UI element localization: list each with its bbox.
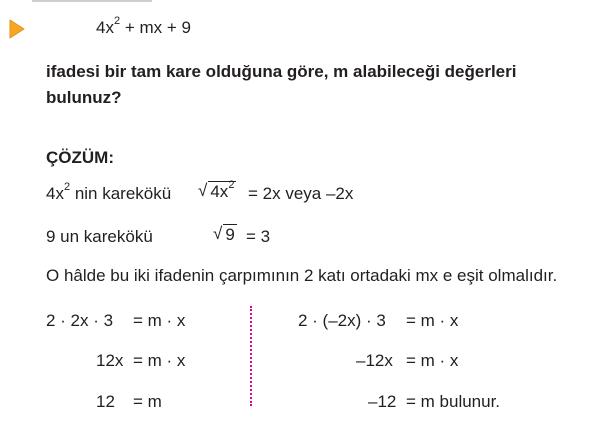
left-row3-lhs: 12	[96, 392, 115, 411]
step2-sqrt: √ 9	[213, 224, 235, 244]
right-row3-rhs: = m bulunur.	[406, 392, 501, 411]
question-line-1: ifadesi bir tam kare olduğuna göre, m alabileceği değerleri	[46, 62, 517, 81]
step2-label: 9 un karekökü	[46, 227, 153, 246]
question-line-2: bulunuz?	[46, 88, 122, 107]
left-row1-lhs: 2 · 2x · 3	[46, 311, 114, 330]
expression	[96, 15, 191, 38]
right-row2-lhs: –12x	[356, 351, 393, 370]
expression-rest: + mx + 9	[120, 18, 191, 37]
right-row3-lhs: –12	[368, 392, 397, 411]
right-row1-rhs: = m · x	[406, 311, 459, 330]
top-rule	[32, 0, 152, 2]
step1-sqrt: √ $4x^2$	[198, 179, 235, 201]
right-row2-rhs: = m · x	[406, 351, 459, 370]
expression-exponent: 2	[113, 15, 121, 28]
expression-base: 4x	[96, 18, 114, 37]
sqrt-icon: √	[198, 181, 208, 200]
right-row1-lhs: 2 · (–2x) · 3	[298, 311, 386, 330]
left-row1-rhs: = m · x	[133, 311, 186, 330]
statement: O hâlde bu iki ifadenin çarpımının 2 katı ortadaki mx e eşit olmalıdır.	[46, 266, 558, 285]
column-divider	[250, 306, 252, 406]
bullet-arrow-icon	[8, 18, 26, 40]
solution-title: ÇÖZÜM:	[46, 148, 114, 167]
step1-result: = 2x veya –2x	[248, 184, 354, 203]
left-row3-rhs: = m	[133, 392, 162, 411]
step1-label: $4x^2$ nin karekökü	[46, 181, 172, 203]
left-row2-lhs: 12x	[96, 351, 124, 370]
sqrt-icon: √	[213, 224, 223, 243]
left-row2-rhs: = m · x	[133, 351, 186, 370]
step2-result: = 3	[246, 227, 271, 246]
